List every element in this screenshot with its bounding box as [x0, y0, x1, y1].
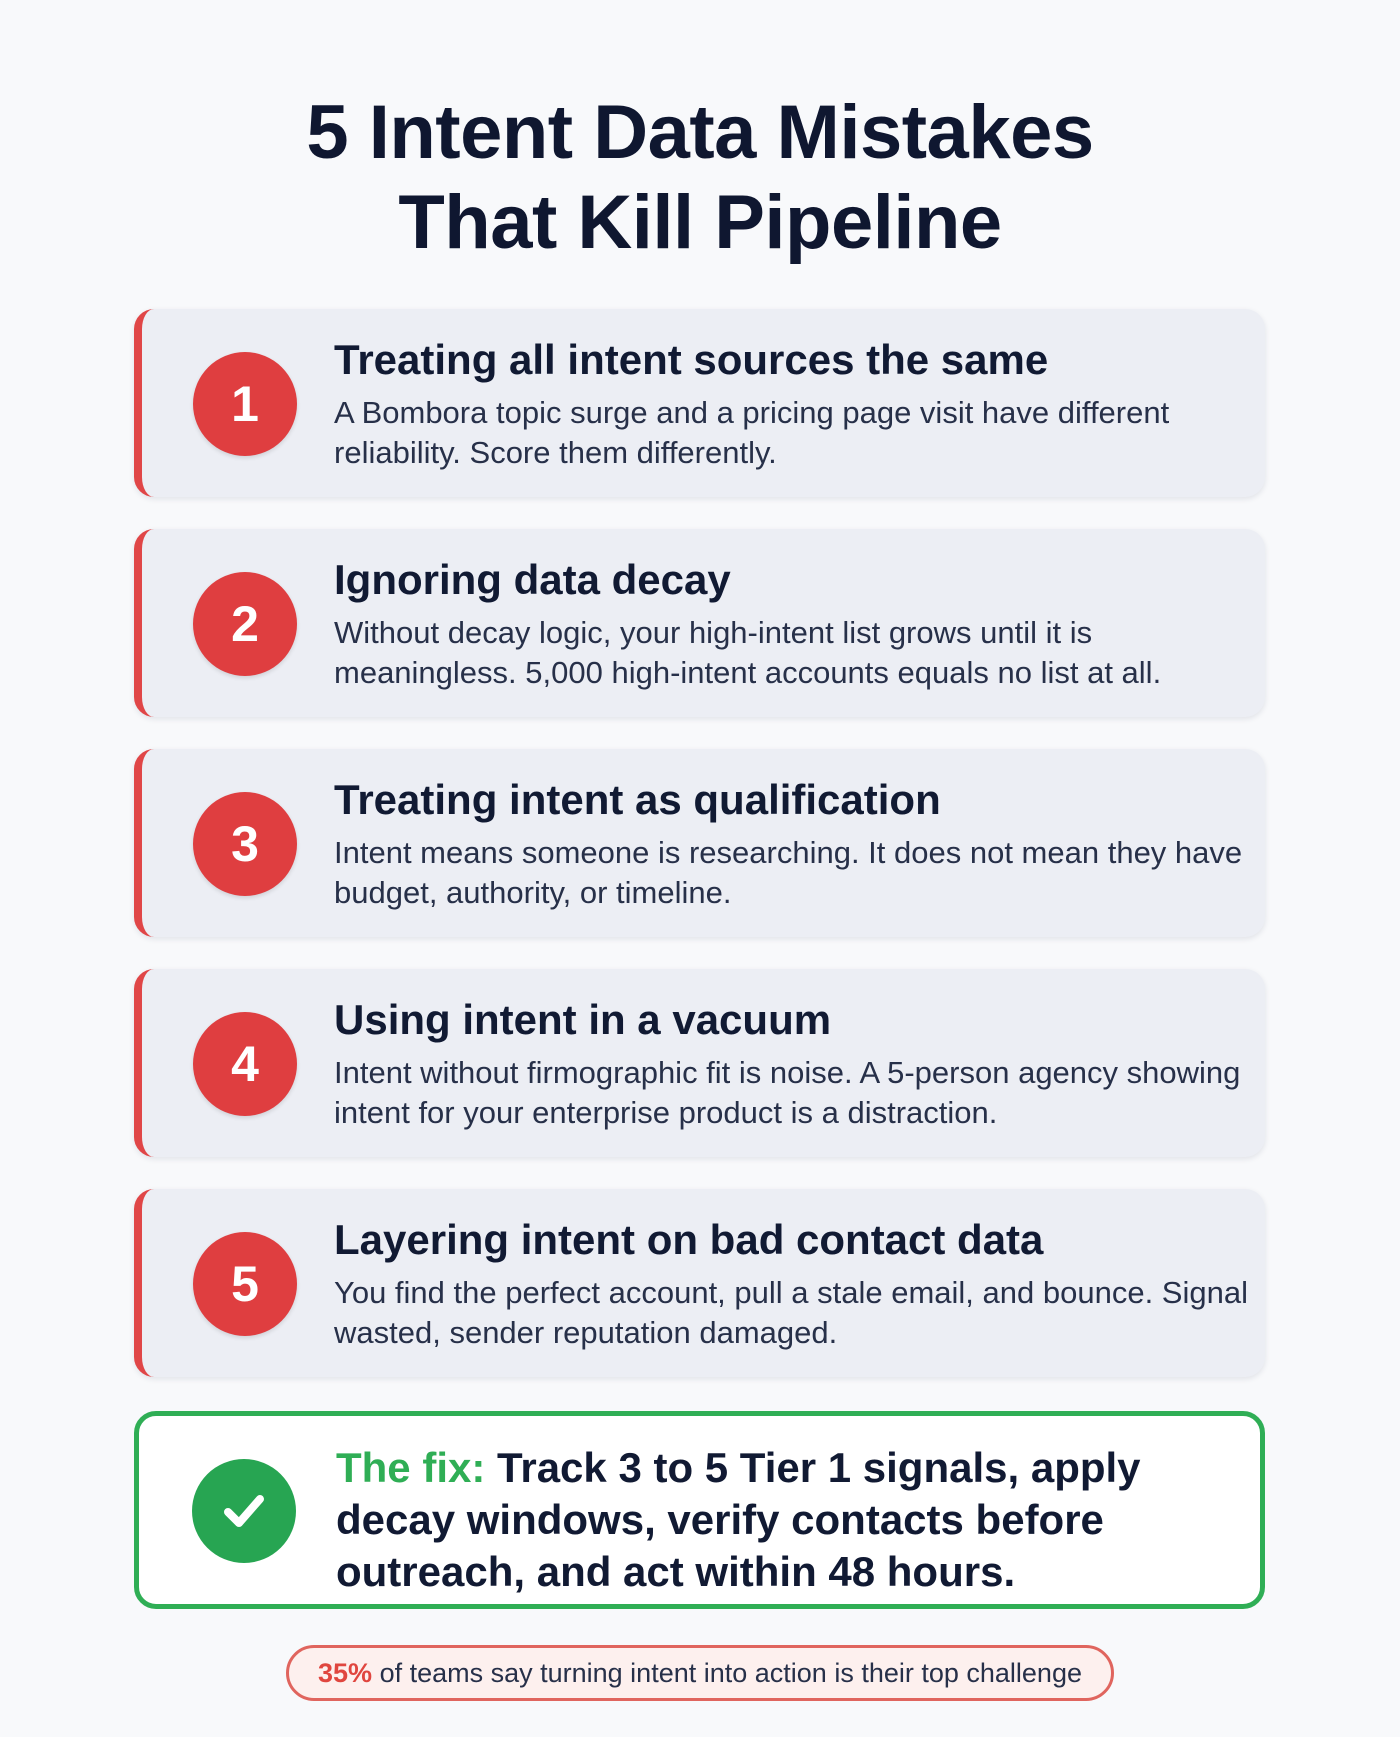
page-title-line-1: 5 Intent Data Mistakes	[306, 90, 1094, 175]
stat-text: of teams say turning intent into action is their top challenge	[379, 1658, 1082, 1688]
mistake-card-3	[134, 749, 1265, 937]
fix-callout	[134, 1411, 1265, 1609]
mistake-number-badge: 5	[193, 1232, 297, 1336]
mistake-text	[334, 775, 1254, 913]
mistake-description: Intent without firmographic fit is noise. A 5-person agency showing intent for your enterprise product is a distraction.	[334, 1055, 1241, 1130]
fix-label: The fix:	[336, 1444, 486, 1491]
mistake-text	[334, 1215, 1254, 1353]
mistake-text	[334, 555, 1254, 693]
mistake-text	[334, 335, 1254, 473]
stat-pill	[286, 1645, 1114, 1701]
mistake-card-2	[134, 529, 1265, 717]
mistake-number-badge: 2	[193, 572, 297, 676]
stat-percent: 35%	[318, 1658, 373, 1688]
mistake-text	[334, 995, 1254, 1133]
page-title-line-2: That Kill Pipeline	[398, 180, 1002, 265]
mistake-description: A Bombora topic surge and a pricing page visit have different reliability. Score them differently.	[334, 395, 1170, 470]
mistake-card-4	[134, 969, 1265, 1157]
mistake-description: Without decay logic, your high-intent list grows until it is meaningless. 5,000 high-intent accounts equals no list at all.	[334, 615, 1162, 690]
mistake-description: Intent means someone is researching. It does not mean they have budget, authority, or timeline.	[334, 835, 1243, 910]
fix-text	[336, 1442, 1236, 1598]
mistakes-list	[134, 309, 1265, 1409]
fix-body: Track 3 to 5 Tier 1 signals, apply decay windows, verify contacts before outreach, and act within 48 hours.	[336, 1444, 1141, 1595]
mistake-number-badge: 3	[193, 792, 297, 896]
mistake-title: Layering intent on bad contact data	[334, 1216, 1044, 1263]
mistake-card-5	[134, 1189, 1265, 1377]
mistake-title: Treating intent as qualification	[334, 776, 941, 823]
mistake-title: Using intent in a vacuum	[334, 996, 832, 1043]
mistake-number-badge: 1	[193, 352, 297, 456]
mistake-title: Treating all intent sources the same	[334, 336, 1049, 383]
mistake-title: Ignoring data decay	[334, 556, 731, 603]
checkmark-glyph	[217, 1484, 271, 1538]
page-title	[0, 88, 1400, 268]
mistake-card-1	[134, 309, 1265, 497]
mistake-description: You find the perfect account, pull a stale email, and bounce. Signal wasted, sender reputation damaged.	[334, 1275, 1248, 1350]
checkmark-icon	[192, 1459, 296, 1563]
mistake-number-badge: 4	[193, 1012, 297, 1116]
